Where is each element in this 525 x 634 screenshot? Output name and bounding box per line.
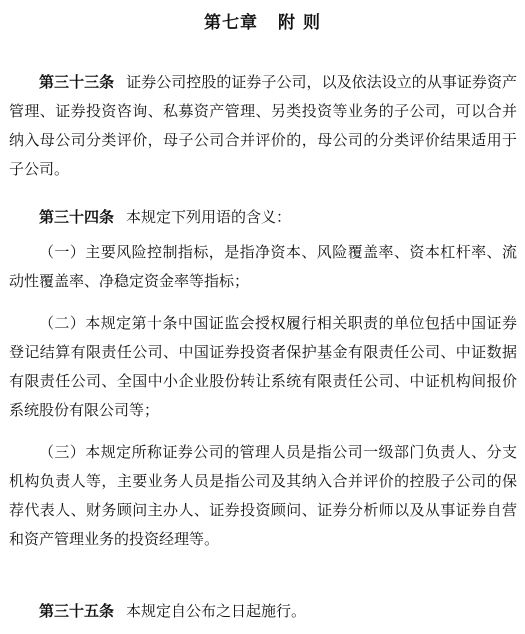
definition-item-2-text: （二）本规定第十条中国证监会授权履行相关职责的单位包括中国证券登记结算有限责任公司、中国证券投资者保护基金有限责任公司、中证数据有限责任公司、全国中小企业股份转让系统有限责任公司、中证机构间报价系统股份有限公司等； (9, 314, 517, 419)
article-34-number: 第三十四条 (39, 208, 115, 226)
definition-item-1-text: （一）主要风险控制指标，是指净资本、风险覆盖率、资本杠杆率、流动性覆盖率、净稳定资金率等指标； (9, 243, 517, 290)
article-34 (9, 203, 517, 232)
article-33-text: 证券公司控股的证券子公司，以及依法设立的从事证券资产管理、证券投资咨询、私募资产管理、另类投资等业务的子公司，可以合并纳入母公司分类评价，母子公司合并评价的，母公司的分类评价结果适用于子公司。 (9, 73, 517, 178)
chapter-number: 第七章 (204, 13, 259, 33)
article-33-number: 第三十三条 (39, 73, 115, 91)
definition-item-3 (9, 438, 517, 554)
chapter-name: 附 则 (278, 13, 321, 33)
definition-item-3-text: （三）本规定所称证券公司的管理人员是指公司一级部门负责人、分支机构负责人等，主要业务人员是指公司及其纳入合并评价的控股子公司的保荐代表人、财务顾问主办人、证券投资顾问、证券分析师以及从事证券自营和资产管理业务的投资经理等。 (9, 443, 517, 548)
article-35-number: 第三十五条 (39, 602, 115, 620)
definition-item-1 (9, 238, 517, 296)
definition-item-2 (9, 309, 517, 425)
chapter-title (0, 8, 525, 33)
article-35 (9, 597, 517, 626)
article-33 (9, 68, 517, 184)
article-35-text: 本规定自公布之日起施行。 (126, 602, 307, 620)
article-34-text: 本规定下列用语的含义： (126, 208, 292, 226)
